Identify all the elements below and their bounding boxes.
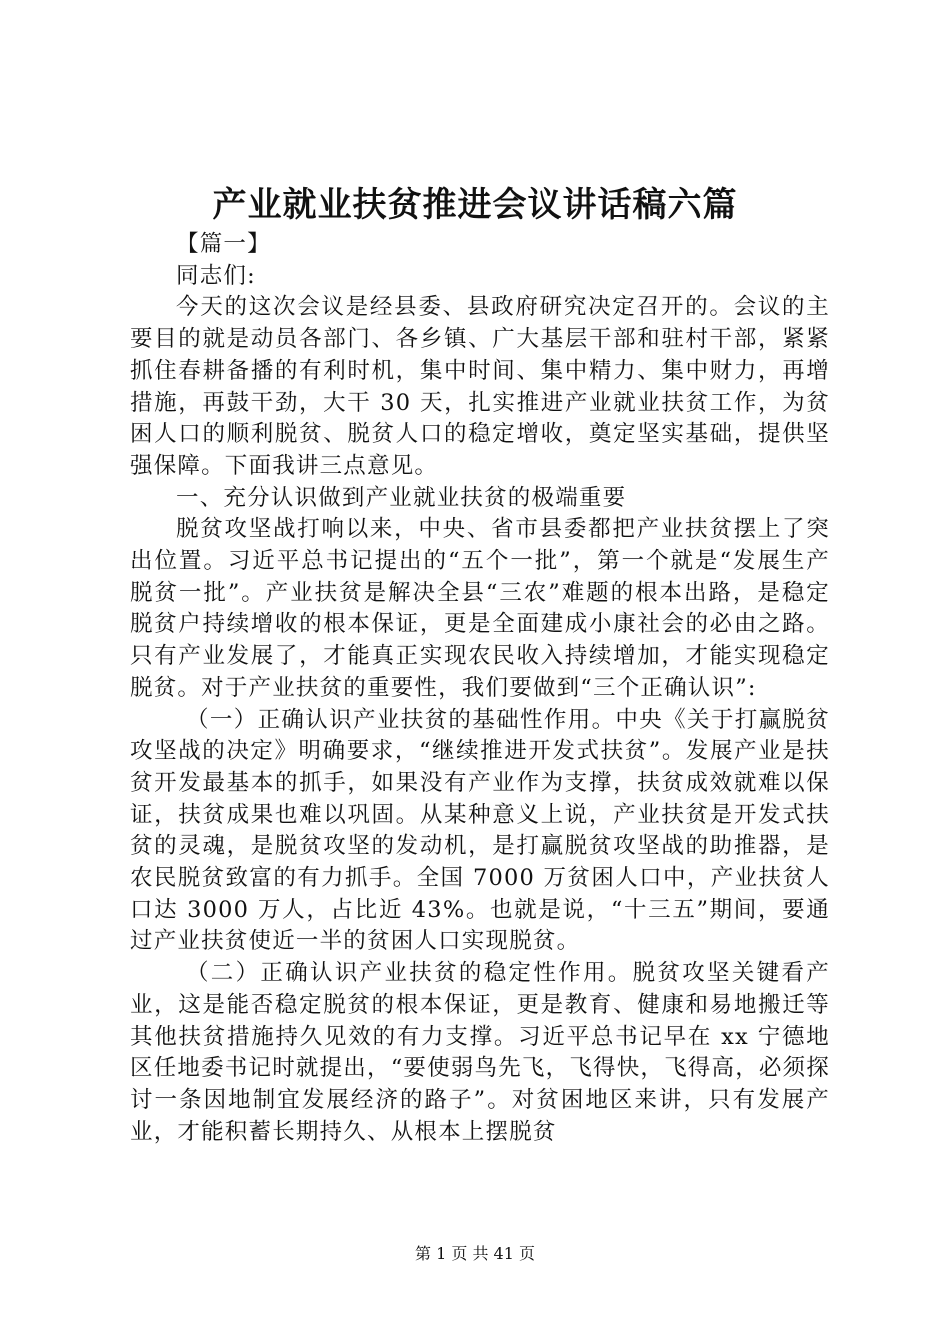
- paragraph-intro: 今天的这次会议是经县委、县政府研究决定召开的。会议的主要目的就是动员各部门、各乡镇、广大基层干部和驻村干部，紧紧抓住春耕备播的有利时机，集中时间、集中精力、集中财力，再增措施，再鼓干劲，大干 30 天，扎实推进产业就业扶贫工作，为贫困人口的顺利脱贫、脱贫人口的稳定增收，奠定坚实基础，提供坚强保障。下面我讲三点意见。: [130, 294, 830, 479]
- paragraph-point-two: （二）正确认识产业扶贫的稳定性作用。脱贫攻坚关键看产业，这是能否稳定脱贫的根本保证，更是教育、健康和易地搬迁等其他扶贫措施持久见效的有力支撑。习近平总书记早在 xx 宁德地区任地委书记时就提出，“要使弱鸟先飞，飞得快，飞得高，必须探讨一条因地制宜发展经济的路子”。对贫困地区来讲，只有发展产业，才能积蓄长期持久、从根本上摆脱贫: [130, 960, 831, 1145]
- section-heading-one: 一、充分认识做到产业就业扶贫的极端重要: [176, 484, 627, 511]
- section-heading-part-one: 【篇一】: [176, 231, 271, 257]
- page-number-footer: 第 1 页 共 41 页: [415, 1244, 535, 1263]
- document-title: 产业就业扶贫推进会议讲话稿六篇: [212, 185, 738, 225]
- paragraph-background: 脱贫攻坚战打响以来，中央、省市县委都把产业扶贫摆上了突出位置。习近平总书记提出的“五个一批”，第一个就是“发展生产脱贫一批”。产业扶贫是解决全县“三农”难题的根本出路，是稳定脱贫户持续增收的根本保证，更是全面建成小康社会的必由之路。只有产业发展了，才能真正实现农民收入持续增加，才能实现稳定脱贫。对于产业扶贫的重要性，我们要做到“三个正确认识”:: [130, 516, 830, 701]
- document-body: [130, 229, 830, 1148]
- paragraph-point-one: （一）正确认识产业扶贫的基础性作用。中央《关于打赢脱贫攻坚战的决定》明确要求，“继续推进开发式扶贫”。发展产业是扶贫开发最基本的抓手，如果没有产业作为支撑，扶贫成效就难以保证，扶贫成果也难以巩固。从某种意义上说，产业扶贫是开发式扶贫的灵魂，是脱贫攻坚的发动机，是打赢脱贫攻坚战的助推器，是农民脱贫致富的有力抓手。全国 7000 万贫困人口中，产业扶贫人口达 3000 万人，占比近 43%。也就是说，“十三五”期间，要通过产业扶贫使近一半的贫困人口实现脱贫。: [130, 706, 830, 955]
- salutation: 同志们:: [176, 262, 256, 289]
